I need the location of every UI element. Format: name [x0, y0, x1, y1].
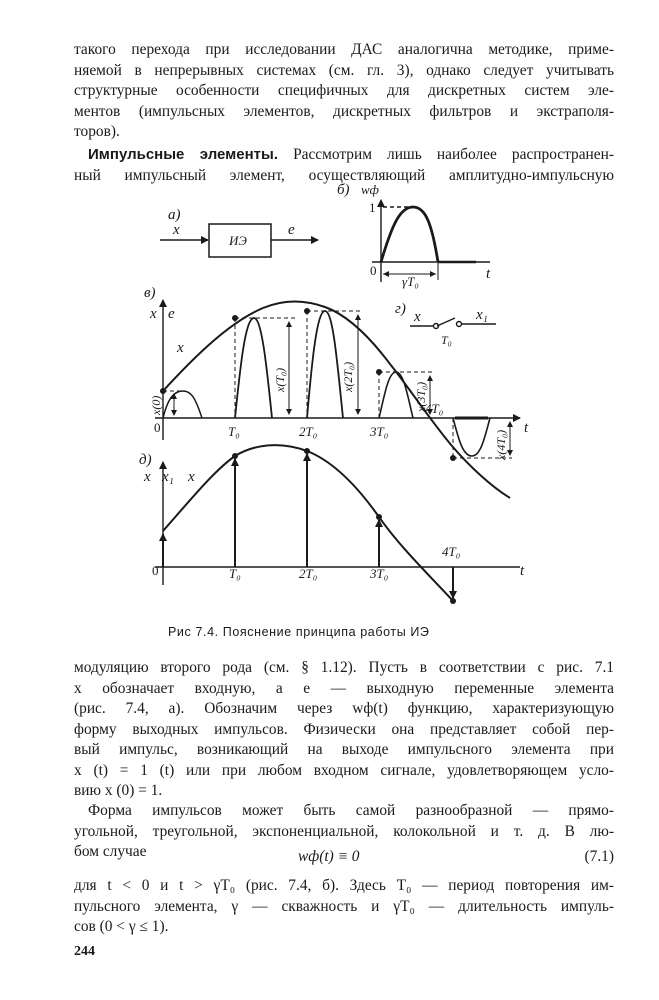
equation-formula: wф(t) ≡ 0 — [298, 848, 360, 865]
v-t2-label: 2T₀ — [299, 424, 318, 439]
x2T0-label: x(2T₀) — [341, 361, 355, 392]
page-number: 244 — [74, 944, 95, 959]
pulse-3 — [379, 372, 413, 418]
d-t0-label: 0 — [152, 563, 159, 578]
v-t1-label: T₀ — [228, 424, 240, 439]
v-curve-label: x — [177, 340, 184, 356]
text-line: няемой в непрерывных системах (см. гл. 3), однако следует учитывать — [74, 61, 614, 79]
b-y-label: wф — [361, 182, 379, 197]
text-line: торов). — [74, 123, 120, 140]
equation-number: (7.1) — [584, 848, 614, 865]
section-heading: Импульсные элементы. — [88, 146, 278, 163]
d-curve-label: x — [188, 469, 195, 485]
text-line: структурные особенности специфичных для дискретных систем эле- — [74, 82, 614, 99]
g-input-label: x — [414, 309, 421, 325]
figure-caption: Рис 7.4. Пояснение принципа работы ИЭ — [168, 625, 430, 639]
panel-d-label: д) — [139, 452, 152, 468]
v-t4-label: 4T₀ — [425, 401, 444, 416]
text-line: x (t) = 1 (t) или при любом входном сигнале, удовлетворяющем усло- — [74, 761, 614, 779]
v-t-label: t — [524, 420, 529, 436]
d-t2-label: 2T₀ — [299, 566, 318, 581]
bottom-paragraph — [74, 876, 614, 938]
panel-g-label: г) — [395, 301, 406, 317]
xT0-label: x(T₀) — [273, 367, 287, 392]
panel-d-impulse-train — [155, 445, 520, 604]
pulse-curve — [381, 207, 438, 262]
x0-label: x(0) — [149, 395, 163, 415]
text-line: вию x (0) = 1. — [74, 782, 163, 799]
panel-b-pulse-shape — [372, 200, 490, 282]
pulse-4 — [453, 418, 490, 456]
x3T0-label: x(3T₀) — [414, 381, 428, 412]
d-t1-label: T₀ — [229, 566, 241, 581]
text-line: форму выходных импульсов. Физически она представляет собой пер- — [74, 720, 614, 738]
panel-a-label: а) — [168, 207, 181, 223]
d-y-label-x1: x₁ — [162, 469, 174, 485]
text-line: такого перехода при исследовании ДАС аналогична методике, приме- — [74, 41, 614, 58]
pulse-2 — [307, 311, 343, 418]
text-line: x обозначает входную, а e — выходную переменные элемента — [74, 679, 614, 697]
block-label: ИЭ — [229, 233, 247, 248]
text-line: ментов (импульсных элементов, дискретных фильтров и экстраполя- — [74, 102, 614, 120]
text-line: (рис. 7.4, а). Обозначим через wф(t) функцию, характеризующую — [74, 700, 614, 717]
d-y-label-x: x — [144, 469, 151, 485]
text-line: вый импульс, возникающий на выходе импульсного элемента при — [74, 741, 614, 758]
b-zero-label: 0 — [370, 263, 377, 278]
equation-7-1 — [74, 848, 614, 870]
text-line: пульсного элемента, γ — скважность и γT₀ — длительность импуль- — [74, 897, 614, 915]
text-fragment: Рассмотрим лишь наиболее распространен- — [293, 146, 614, 163]
text-line: сов (0 < γ ≤ 1). — [74, 918, 169, 935]
panel-b-label: б) — [337, 182, 350, 198]
v-y-label-x: x — [150, 306, 157, 322]
switch-blade — [437, 318, 455, 326]
text-line: для t < 0 и t > γT₀ (рис. 7.4, б). Здесь T₀ — период повторения им- — [74, 877, 614, 894]
panel-v-label: в) — [144, 285, 156, 301]
text-line: модуляцию второго рода (см. § 1.12). Пусть в соответствии с рис. 7.1 — [74, 659, 614, 676]
d-t-label: t — [520, 563, 525, 579]
text-line: Форма импульсов может быть самой разнообразной — прямо- — [88, 802, 614, 819]
a-output-label: e — [288, 222, 295, 238]
b-one-label: 1 — [369, 200, 376, 215]
v-t0-label: 0 — [154, 420, 161, 435]
d-t3-label: 3T₀ — [370, 566, 389, 581]
g-output-label: x₁ — [476, 307, 488, 323]
pulse-0 — [163, 391, 202, 418]
a-input-label: x — [173, 222, 180, 238]
middle-paragraph — [74, 658, 614, 802]
text-line: бом случае — [74, 843, 147, 860]
pulse-1 — [235, 318, 272, 418]
x4T0-label: x(4T₀) — [494, 429, 508, 460]
text-line: ный импульсный элемент, осуществляющий амплитудно-импульсную — [74, 166, 614, 184]
b-width-label: γT₀ — [402, 274, 419, 289]
v-y-label-e: e — [168, 306, 175, 322]
panel-v-modulated-pulses — [155, 300, 520, 498]
d-t4-label: 4T₀ — [442, 544, 461, 559]
text-line: угольной, треугольной, экспоненциальной, колокольной и т. д. В лю- — [74, 822, 614, 840]
g-period-label: T₀ — [441, 333, 452, 347]
switch-contact — [457, 322, 462, 327]
v-t3-label: 3T₀ — [370, 424, 389, 439]
b-t-label: t — [486, 266, 491, 282]
